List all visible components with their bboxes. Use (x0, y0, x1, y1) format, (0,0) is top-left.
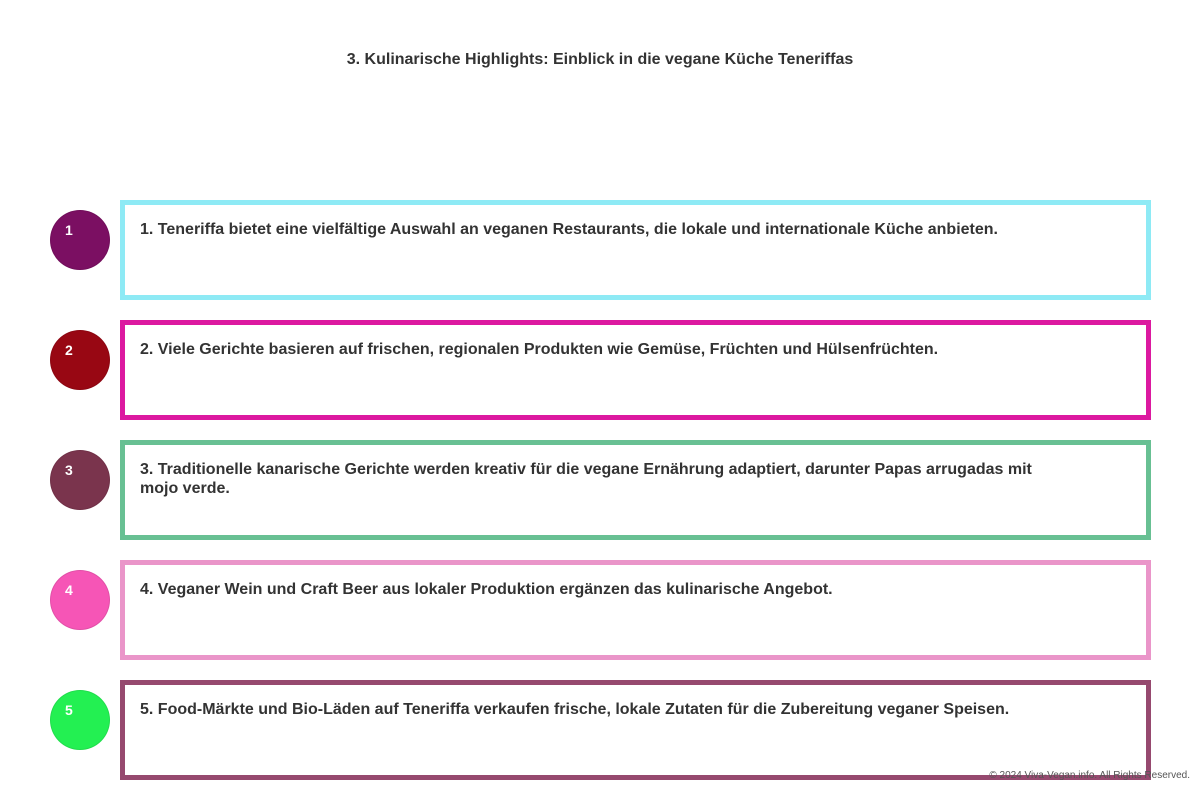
page-title: 3. Kulinarische Highlights: Einblick in die vegane Küche Teneriffas (346, 51, 854, 68)
list-item-5 (0, 680, 1200, 780)
item-number: 1 (65, 222, 73, 238)
number-circle (50, 570, 110, 630)
text-box (120, 320, 1151, 420)
item-text: 2. Viele Gerichte basieren auf frischen, regionalen Produkten wie Gemüse, Früchten und Hülsenfrüchten. (140, 341, 939, 358)
text-box (120, 440, 1151, 540)
number-circle (50, 330, 110, 390)
number-circle (50, 210, 110, 270)
item-number: 4 (65, 582, 73, 598)
text-box (120, 560, 1151, 660)
item-text: 5. Food-Märkte und Bio-Läden auf Teneriffa verkaufen frische, lokale Zutaten für die Zubereitung veganer Speisen. (140, 701, 1010, 718)
item-text: 1. Teneriffa bietet eine vielfältige Auswahl an veganen Restaurants, die lokale und internationale Küche anbieten. (140, 221, 998, 238)
number-circle (50, 690, 110, 750)
number-circle (50, 450, 110, 510)
item-number: 2 (65, 342, 73, 358)
list-item-1 (0, 200, 1200, 300)
item-text: 4. Veganer Wein und Craft Beer aus lokaler Produktion ergänzen das kulinarische Angebot. (140, 581, 833, 598)
copyright-footer: © 2024 Viva-Vegan.info. All Rights Reserved. (989, 770, 1190, 781)
list-item-3 (0, 440, 1200, 540)
list-item-4 (0, 560, 1200, 660)
text-box (120, 680, 1151, 780)
item-number: 5 (65, 702, 73, 718)
text-box (120, 200, 1151, 300)
item-text: 3. Traditionelle kanarische Gerichte werden kreativ für die vegane Ernährung adaptiert, darunter Papas arrugadas mit mojo verde. (140, 461, 1032, 497)
list-item-2 (0, 320, 1200, 420)
item-number: 3 (65, 462, 73, 478)
